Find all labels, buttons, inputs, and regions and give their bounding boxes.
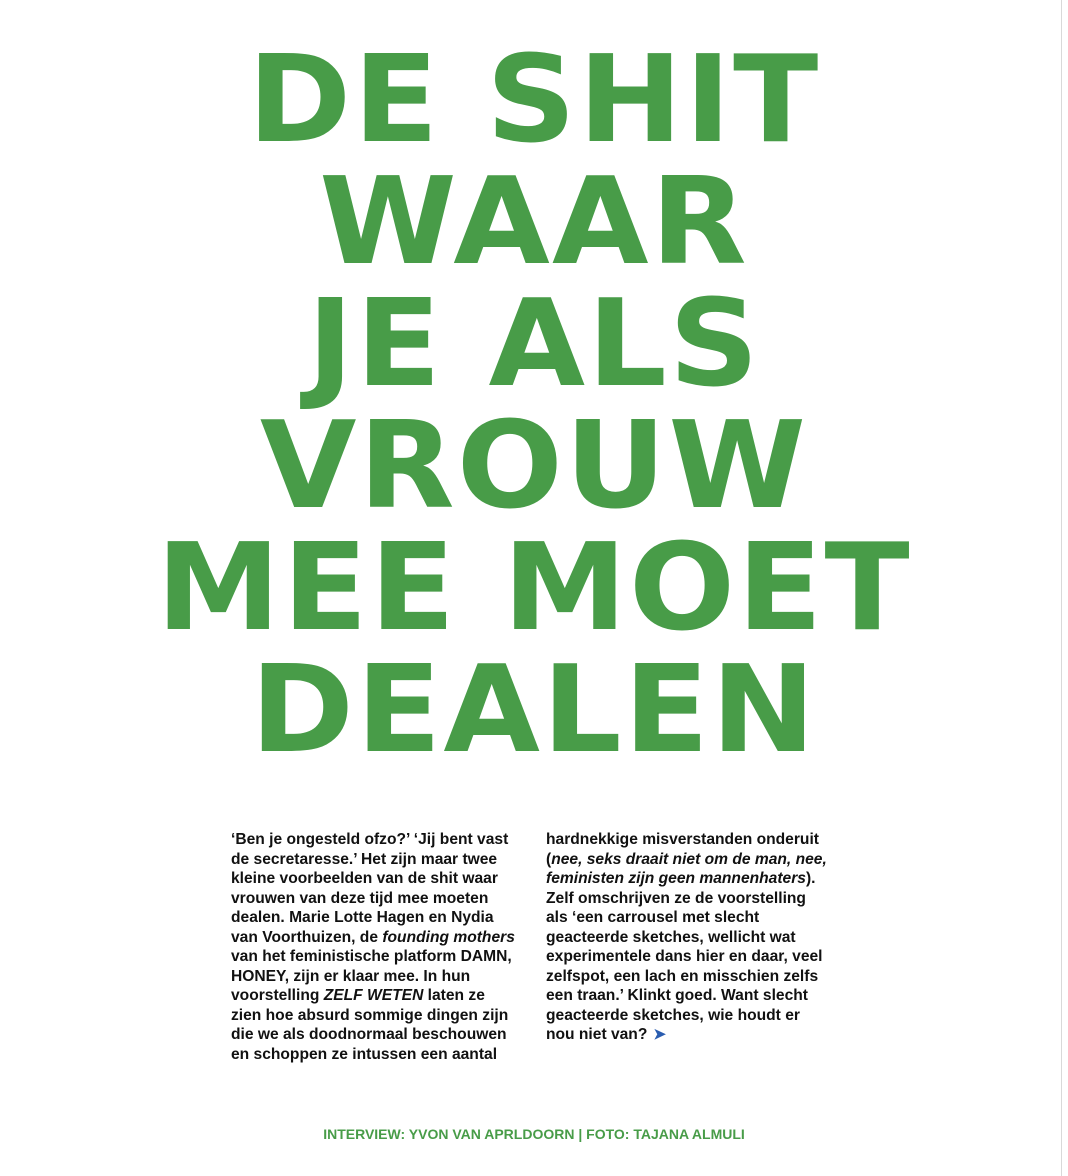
intro-line: Zelf omschrijven ze de voorstelling xyxy=(546,889,806,907)
intro-line: geacteerde sketches, wellicht wat xyxy=(546,928,796,946)
intro-line xyxy=(231,986,541,1006)
intro-emphasis: feministen zijn geen mannenhaters xyxy=(546,870,806,887)
headline-line: VROUW xyxy=(259,397,809,536)
intro-line: vrouwen van deze tijd mee moeten xyxy=(231,889,489,907)
intro-text: ( xyxy=(546,850,552,868)
intro-column-right xyxy=(546,830,856,1045)
headline-line: WAAR xyxy=(319,153,749,292)
intro-text: ). xyxy=(805,870,816,887)
intro-line: kleine voorbeelden van de shit waar xyxy=(231,870,498,887)
intro-text: nou niet van? xyxy=(546,1026,648,1043)
intro-line xyxy=(231,928,541,948)
headline xyxy=(0,31,1068,780)
intro-line: zien hoe absurd sommige dingen zijn xyxy=(231,1006,509,1024)
intro-text: laten ze xyxy=(423,987,485,1004)
intro-line xyxy=(546,850,856,870)
intro-line: als ‘een carrousel met slecht xyxy=(546,909,760,926)
intro-line: een traan.’ Klinkt goed. Want slecht xyxy=(546,987,808,1004)
headline-line: MEE MOET xyxy=(156,519,912,658)
intro-line: de secretaresse.’ Het zijn maar twee xyxy=(231,850,498,868)
intro-line: van het feministische platform DAMN, xyxy=(231,948,512,965)
headline-line: DE SHIT xyxy=(247,31,821,170)
intro-line: ‘Ben je ongesteld ofzo?’ ‘Jij bent vast xyxy=(231,831,509,848)
intro-emphasis: founding mothers xyxy=(382,928,515,946)
intro-line: zelfspot, een lach en misschien zelfs xyxy=(546,967,819,985)
intro-text: voorstelling xyxy=(231,987,324,1004)
intro-line: dealen. Marie Lotte Hagen en Nydia xyxy=(231,909,494,926)
headline-line: DEALEN xyxy=(250,641,818,780)
intro-line: experimentele dans hier en daar, veel xyxy=(546,948,823,965)
show-title: ZELF WETEN xyxy=(323,987,424,1004)
intro-line xyxy=(546,869,856,889)
intro-line: die we als doodnormaal beschouwen xyxy=(231,1026,507,1043)
intro-line: hardnekkige misverstanden onderuit xyxy=(546,831,819,848)
intro-line: en schoppen ze intussen een aantal xyxy=(231,1045,498,1063)
intro-emphasis: nee, seks draait niet om de man, nee, xyxy=(551,850,827,868)
arrow-right-icon: ➤ xyxy=(653,1026,666,1043)
intro-line xyxy=(546,1025,856,1045)
headline-line: JE ALS xyxy=(307,275,761,414)
intro-line: HONEY, zijn er klaar mee. In hun xyxy=(231,967,471,985)
intro-line: geacteerde sketches, wie houdt er xyxy=(546,1006,800,1024)
intro-text: van Voorthuizen, de xyxy=(231,928,383,946)
intro-column-left xyxy=(231,830,541,1064)
credits-line: INTERVIEW: YVON VAN APRLDOORN | FOTO: TAJANA ALMULI xyxy=(323,1126,745,1142)
